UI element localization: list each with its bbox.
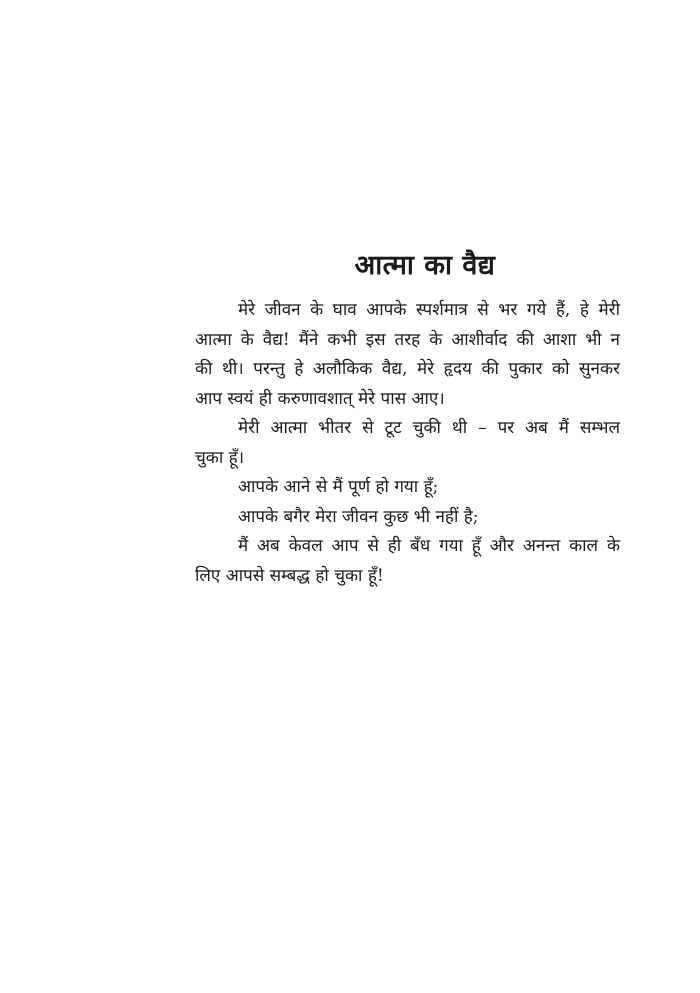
paragraph-1-line-1: मेरे जीवन के घाव आपके स्पर्शमात्र से भर गये हैं, हे मेरी — [238, 300, 620, 320]
paragraph-3-line-1: आपके आने से मैं पूर्ण हो गया हूँ; — [238, 477, 439, 497]
paragraph-2-line-2: चुका हूँ। — [195, 447, 245, 468]
page-title: आत्मा का वैद्य — [354, 250, 496, 281]
paragraph-5-line-1: मैं अब केवल आप से ही बँध गया हूँ और अनन्त काल के — [238, 536, 620, 556]
paragraph-5-line-2: लिए आपसे सम्बद्ध हो चुका हूँ! — [195, 565, 384, 586]
body-text — [195, 296, 620, 591]
paragraph-1-line-2: आत्मा के वैद्य! मैंने कभी इस तरह के आशीर्वाद की आशा भी न — [195, 329, 620, 350]
paragraph-1-line-3: की थी। परन्तु हे अलौकिक वैद्य, मेरे हृदय की पुकार को सुनकर — [195, 359, 620, 379]
paragraph-1-line-4: आप स्वयं ही करुणावशात् मेरे पास आए। — [195, 388, 445, 409]
paragraph-4-line-1: आपके बगैर मेरा जीवन कुछ भी नहीं है; — [238, 506, 479, 527]
paragraph-2-line-1: मेरी आत्मा भीतर से टूट चुकी थी – पर अब मैं सम्भल — [238, 418, 620, 438]
